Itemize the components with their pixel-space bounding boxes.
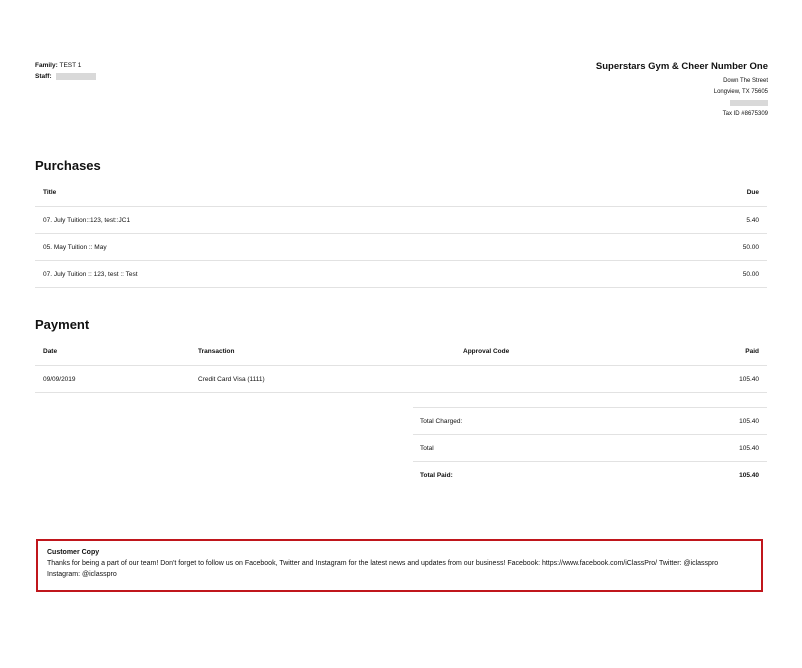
total-label: Total <box>420 444 434 452</box>
payment-paid: 105.40 <box>739 375 759 383</box>
family-line <box>35 60 96 71</box>
total-paid-label: Total Paid: <box>420 472 453 479</box>
company-phone-redacted <box>730 100 768 106</box>
payment-date: 09/09/2019 <box>43 375 76 383</box>
purchase-title: 07. July Tuition::123, test::JC1 <box>43 216 131 224</box>
payment-heading: Payment <box>35 317 90 332</box>
company-street: Down The Street <box>723 78 768 84</box>
col-date: Date <box>43 348 58 355</box>
company-city: Longview, TX 75605 <box>713 89 768 95</box>
total-paid-row <box>413 462 767 489</box>
purchases-table <box>35 179 767 288</box>
col-transaction: Transaction <box>198 348 235 355</box>
payment-header-row <box>35 338 767 366</box>
staff-line <box>35 71 96 82</box>
payment-transaction: Credit Card Visa (1111) <box>198 375 265 383</box>
col-paid: Paid <box>745 348 759 355</box>
total-charged-value: 105.40 <box>739 417 759 425</box>
company-name: Superstars Gym & Cheer Number One <box>595 61 768 72</box>
family-info <box>35 60 96 82</box>
col-title: Title <box>43 189 57 196</box>
col-due: Due <box>746 189 759 196</box>
total-row <box>413 435 767 462</box>
customer-copy-title: Customer Copy <box>47 549 100 556</box>
total-paid-value: 105.40 <box>739 472 759 479</box>
total-charged-label: Total Charged: <box>420 417 463 425</box>
table-row <box>35 366 767 393</box>
purchases-header-row <box>35 179 767 207</box>
payment-table <box>35 338 767 393</box>
totals-table <box>413 407 767 489</box>
table-row <box>35 234 767 261</box>
total-value: 105.40 <box>739 444 759 452</box>
family-label: Family: <box>35 62 58 69</box>
customer-copy-text: Thanks for being a part of our team! Don't forget to follow us on Facebook, Twitter and Instagram for the latest news and updates from our business! Facebook: https://www.facebook.com/iClassPro/ Twitter: @iclasspro Instagram: @iclasspro <box>47 560 719 578</box>
purchase-title: 05. May Tuition :: May <box>43 243 107 251</box>
purchase-due: 5.40 <box>746 216 759 224</box>
purchase-due: 50.00 <box>742 243 759 251</box>
family-value: TEST 1 <box>59 62 82 69</box>
table-row <box>35 207 767 234</box>
customer-copy-box <box>36 539 763 592</box>
company-tax-id: Tax ID #8675309 <box>722 111 768 117</box>
table-row <box>35 261 767 288</box>
staff-redacted <box>56 73 96 80</box>
col-approval-code: Approval Code <box>463 348 510 355</box>
company-info <box>596 61 768 120</box>
staff-label: Staff: <box>35 73 52 80</box>
purchases-heading: Purchases <box>35 158 101 173</box>
purchase-due: 50.00 <box>742 270 759 278</box>
total-charged-row <box>413 408 767 435</box>
purchase-title: 07. July Tuition :: 123, test :: Test <box>43 270 138 278</box>
